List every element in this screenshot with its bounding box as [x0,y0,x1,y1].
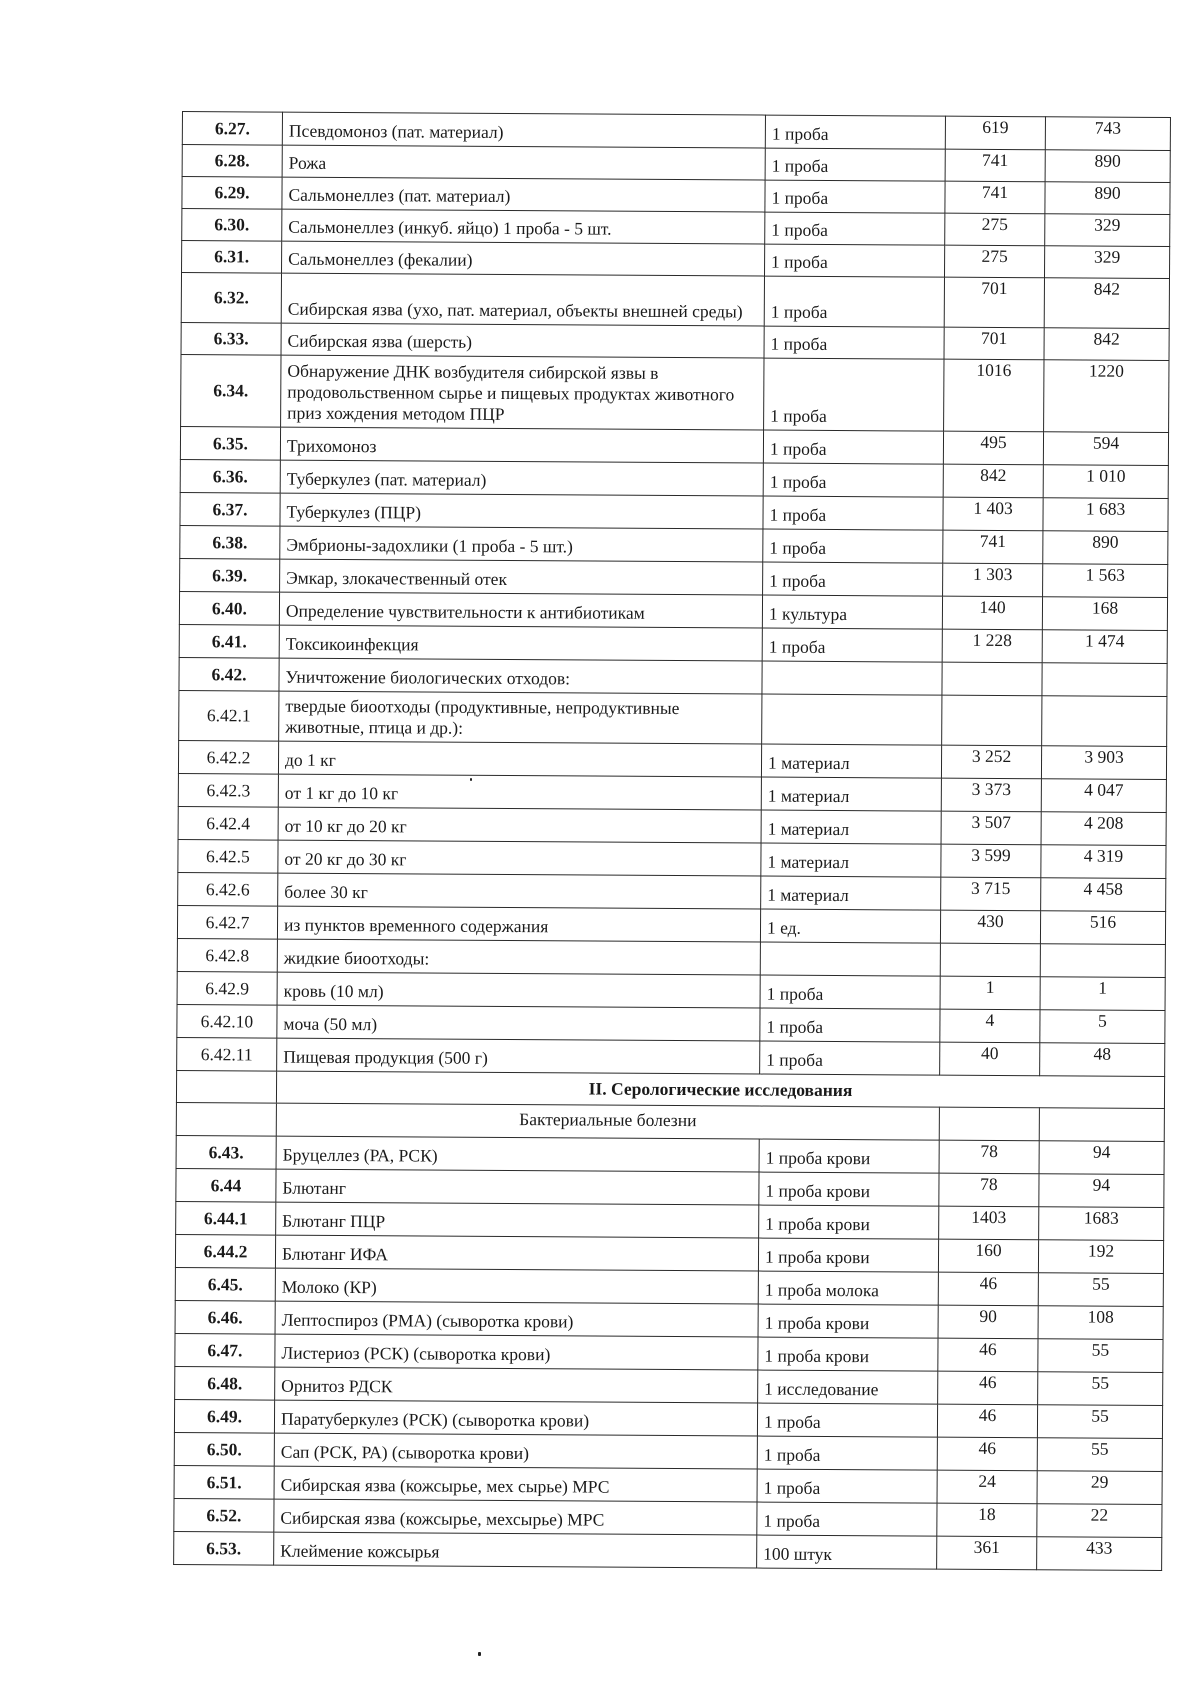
price-with-vat: 329 [1044,246,1169,279]
price-without-vat: 495 [943,431,1043,465]
price-with-vat: 94 [1039,1141,1164,1175]
unit-of-measure: 1 проба крови [759,1172,939,1206]
price-with-vat: 433 [1037,1537,1162,1571]
price-with-vat: 192 [1038,1240,1163,1274]
row-number: 6.42.3 [178,773,278,807]
unit-of-measure: 1 материал [761,810,941,844]
row-number: 6.37. [180,492,280,526]
unit-of-measure: 1 проба [762,628,942,662]
table-row [181,273,1169,329]
service-name: Сибирская язва (шерсть) [281,323,764,358]
price-with-vat: 329 [1045,214,1170,247]
unit-of-measure: 1 проба [764,358,944,431]
price-without-vat: 1 228 [942,629,1042,663]
price-without-vat: 1016 [944,359,1044,432]
service-name: моча (50 мл) [277,1005,760,1041]
row-number: 6.42.10 [177,1004,277,1038]
service-name: Трихомоноз [280,427,763,463]
price-without-vat: 275 [944,245,1044,278]
service-name: Туберкулез (пат. материал) [280,460,763,496]
row-number: 6.52. [174,1498,274,1532]
price-with-vat: 4 319 [1041,845,1166,879]
price-with-vat [1042,663,1167,697]
row-number: 6.45. [175,1267,275,1301]
service-name: Сальмонеллез (инкуб. яйцо) 1 проба - 5 шт. [282,209,765,244]
row-number: 6.29. [182,177,282,210]
row-number: 6.34. [181,354,281,427]
price-table-body [174,112,1171,1571]
price-with-vat: 890 [1043,531,1168,565]
row-number: 6.51. [174,1465,274,1499]
price-without-vat [940,943,1040,977]
row-number: 6.31. [182,241,282,274]
unit-of-measure: 1 проба [763,496,943,530]
unit-of-measure: 1 проба [763,562,943,596]
row-number: 6.42. [179,657,279,691]
price-with-vat: 594 [1043,432,1168,466]
unit-of-measure: 1 проба [760,1041,940,1075]
price-without-vat: 1 403 [943,497,1043,531]
row-number: 6.44.2 [175,1234,275,1268]
row-number: 6.42.7 [177,905,277,939]
price-with-vat: 29 [1037,1471,1162,1505]
service-name: Лептоспироз (РМА) (сыворотка крови) [275,1301,758,1337]
price-without-vat: 90 [938,1305,1038,1339]
price-without-vat: 46 [938,1272,1038,1306]
section-blank-cell [176,1070,276,1103]
unit-of-measure: 1 проба [765,148,945,181]
unit-of-measure: 1 культура [762,595,942,629]
row-number: 6.42.4 [178,806,278,840]
service-name: более 30 кг [278,873,761,909]
service-name: из пунктов временного содержания [277,906,760,942]
unit-of-measure: 1 проба крови [758,1238,938,1272]
unit-of-measure: 1 проба [764,276,944,327]
row-number: 6.42.2 [178,740,278,774]
service-name: Пищевая продукция (500 г) [277,1038,760,1074]
price-without-vat: 701 [944,327,1044,360]
row-number: 6.44.1 [176,1201,276,1235]
price-without-vat: 3 252 [941,745,1041,779]
price-without-vat: 40 [940,1042,1040,1076]
price-without-vat: 78 [939,1173,1039,1207]
service-name: Паратуберкулез (РСК) (сыворотка крови) [274,1400,757,1436]
service-name: Сибирская язва (кожсырье, мех сырье) МРС [274,1466,757,1502]
service-name: Бруцеллез (РА, РСК) [276,1136,759,1172]
price-without-vat: 741 [943,530,1043,564]
row-number: 6.43. [176,1135,276,1169]
price-without-vat: 140 [942,596,1042,630]
scan-speck [478,1652,481,1656]
price-without-vat: 1 [940,976,1040,1010]
price-without-vat: 1403 [939,1206,1039,1240]
price-with-vat: 48 [1040,1043,1165,1077]
price-with-vat: 890 [1045,182,1170,215]
row-number: 6.50. [174,1432,274,1466]
unit-of-measure [760,942,940,976]
price-without-vat: 78 [939,1140,1039,1174]
service-name: Блютанг [276,1169,759,1205]
unit-of-measure: 1 проба крови [758,1337,938,1371]
service-name: Эмбрионы-задохлики (1 проба - 5 шт.) [280,526,763,562]
price-with-vat: 1683 [1039,1207,1164,1241]
service-name: от 20 кг до 30 кг [278,840,761,876]
service-name: Сап (РСК, РА) (сыворотка крови) [274,1433,757,1469]
row-number: 6.39. [180,558,280,592]
price-with-vat: 4 458 [1041,878,1166,912]
price-with-vat: 1220 [1044,360,1169,433]
service-name: Рожа [282,145,765,180]
price-without-vat: 3 507 [941,811,1041,845]
unit-of-measure: 1 материал [761,744,941,778]
row-number: 6.30. [182,209,282,242]
row-number: 6.42.9 [177,971,277,1005]
unit-of-measure: 1 исследование [758,1370,938,1404]
service-name: от 10 кг до 20 кг [278,807,761,843]
price-without-vat [942,662,1042,696]
price-with-vat: 1 474 [1042,630,1167,664]
price-without-vat: 430 [940,910,1040,944]
row-number: 6.28. [182,145,282,178]
unit-of-measure: 1 проба молока [758,1271,938,1305]
price-with-vat: 1 010 [1043,465,1168,499]
price-with-vat: 55 [1038,1339,1163,1373]
subheading-blank-cell [1039,1108,1164,1142]
unit-of-measure: 1 проба крови [758,1304,938,1338]
unit-of-measure: 1 ед. [760,909,940,943]
service-name: от 1 кг до 10 кг [278,774,761,810]
subheading-blank-cell [176,1102,276,1136]
unit-of-measure: 1 материал [761,777,941,811]
row-number: 6.42.1 [179,690,279,741]
service-name: Уничтожение биологических отходов: [279,658,762,694]
unit-of-measure: 1 проба [764,326,944,359]
unit-of-measure: 1 проба [765,212,945,245]
unit-of-measure: 1 проба крови [759,1139,939,1173]
service-name: твердые биоотходы (продуктивные, непродуктивные животные, птица и др.): [279,691,762,744]
service-name: Блютанг ПЦР [276,1202,759,1238]
price-with-vat: 55 [1038,1273,1163,1307]
subheading: Бактериальные болезни [276,1103,939,1140]
price-with-vat [1040,944,1165,978]
row-number: 6.36. [180,459,280,493]
price-with-vat: 1 [1040,977,1165,1011]
row-number: 6.53. [174,1531,274,1565]
service-name: кровь (10 мл) [277,972,760,1008]
row-number: 6.42.11 [177,1037,277,1071]
table-row [181,354,1169,432]
price-with-vat: 55 [1038,1372,1163,1406]
service-name: Листериоз (РСК) (сыворотка крови) [275,1334,758,1370]
price-with-vat: 842 [1044,278,1169,329]
row-number: 6.27. [182,112,282,146]
service-name: Орнитоз РДСК [275,1367,758,1403]
row-number: 6.42.6 [178,872,278,906]
price-without-vat: 160 [938,1239,1038,1273]
price-with-vat: 55 [1037,1405,1162,1439]
unit-of-measure: 1 материал [761,843,941,877]
row-number: 6.32. [181,273,281,324]
row-number: 6.47. [175,1333,275,1367]
unit-of-measure [762,661,942,695]
price-with-vat [1042,696,1167,747]
price-with-vat: 1 563 [1043,564,1168,598]
unit-of-measure: 1 проба крови [759,1205,939,1239]
price-table [173,111,1171,1571]
price-with-vat: 4 208 [1041,812,1166,846]
price-without-vat: 701 [944,277,1044,328]
service-name: Эмкар, злокачественный отек [280,559,763,595]
price-without-vat: 46 [937,1404,1037,1438]
price-with-vat: 108 [1038,1306,1163,1340]
service-name: Блютанг ИФА [275,1235,758,1271]
row-number: 6.38. [180,525,280,559]
price-without-vat: 1 303 [943,563,1043,597]
service-name: Определение чувствительности к антибиотикам [279,592,762,628]
unit-of-measure: 1 материал [761,876,941,910]
scan-speck [470,778,472,781]
price-without-vat: 18 [937,1503,1037,1537]
table-row [174,1531,1162,1570]
price-without-vat: 46 [937,1437,1037,1471]
price-with-vat: 842 [1044,328,1169,361]
row-number: 6.41. [179,624,279,658]
row-number: 6.49. [174,1399,274,1433]
price-with-vat: 55 [1037,1438,1162,1472]
price-without-vat: 3 599 [941,844,1041,878]
price-with-vat: 890 [1045,150,1170,183]
unit-of-measure: 1 проба [760,1008,940,1042]
price-without-vat: 741 [945,181,1045,214]
price-with-vat: 1 683 [1043,498,1168,532]
unit-of-measure: 1 проба [765,180,945,213]
service-name: Туберкулез (ПЦР) [280,493,763,529]
unit-of-measure: 1 проба [757,1469,937,1503]
unit-of-measure: 1 проба [765,115,945,149]
price-without-vat: 46 [938,1371,1038,1405]
price-without-vat: 3 715 [941,877,1041,911]
row-number: 6.44 [176,1168,276,1202]
service-name: Токсикоинфекция [279,625,762,661]
service-name: Сибирская язва (кожсырье, мехсырье) МРС [274,1499,757,1535]
unit-of-measure: 1 проба [760,975,940,1009]
section-title: II. Серологические исследования [276,1071,1164,1108]
row-number: 6.42.5 [178,839,278,873]
unit-of-measure: 1 проба [763,463,943,497]
unit-of-measure: 1 проба [757,1436,937,1470]
row-number: 6.40. [179,591,279,625]
row-number: 6.42.8 [177,938,277,972]
price-without-vat [942,695,1042,746]
service-name: жидкие биоотходы: [277,939,760,975]
row-number: 6.46. [175,1300,275,1334]
price-without-vat: 361 [937,1536,1037,1570]
service-name: до 1 кг [278,741,761,777]
price-with-vat: 3 903 [1041,746,1166,780]
price-with-vat: 94 [1039,1174,1164,1208]
price-with-vat: 22 [1037,1504,1162,1538]
price-with-vat: 168 [1042,597,1167,631]
price-with-vat: 743 [1045,117,1170,151]
price-without-vat: 619 [945,116,1045,150]
row-number: 6.48. [175,1366,275,1400]
service-name: Псевдомоноз (пат. материал) [282,112,765,148]
unit-of-measure [762,694,942,745]
price-without-vat: 741 [945,149,1045,182]
price-without-vat: 275 [945,213,1045,246]
subheading-blank-cell [939,1107,1039,1141]
service-name: Молоко (КР) [275,1268,758,1304]
row-number: 6.35. [180,426,280,460]
service-name: Клеймение кожсырья [274,1532,757,1568]
price-with-vat: 516 [1040,911,1165,945]
unit-of-measure: 1 проба [757,1403,937,1437]
unit-of-measure: 100 штук [757,1535,937,1569]
price-with-vat: 5 [1040,1010,1165,1044]
table-row [179,690,1167,746]
service-name: Сальмонеллез (пат. материал) [282,177,765,212]
service-name: Сальмонеллез (фекалии) [282,241,765,276]
price-without-vat: 842 [943,464,1043,498]
service-name: Обнаружение ДНК возбудителя сибирской язвы в продовольственном сырье и пищевых продуктах животного приз хождения методом ПЦР [281,355,764,430]
price-without-vat: 4 [940,1009,1040,1043]
price-without-vat: 24 [937,1470,1037,1504]
row-number: 6.33. [181,322,281,355]
price-with-vat: 4 047 [1041,779,1166,813]
unit-of-measure: 1 проба [757,1502,937,1536]
price-without-vat: 3 373 [941,778,1041,812]
unit-of-measure: 1 проба [765,244,945,277]
unit-of-measure: 1 проба [763,529,943,563]
unit-of-measure: 1 проба [763,430,943,464]
price-without-vat: 46 [938,1338,1038,1372]
service-name: Сибирская язва (ухо, пат. материал, объекты внешней среды) [281,273,764,326]
